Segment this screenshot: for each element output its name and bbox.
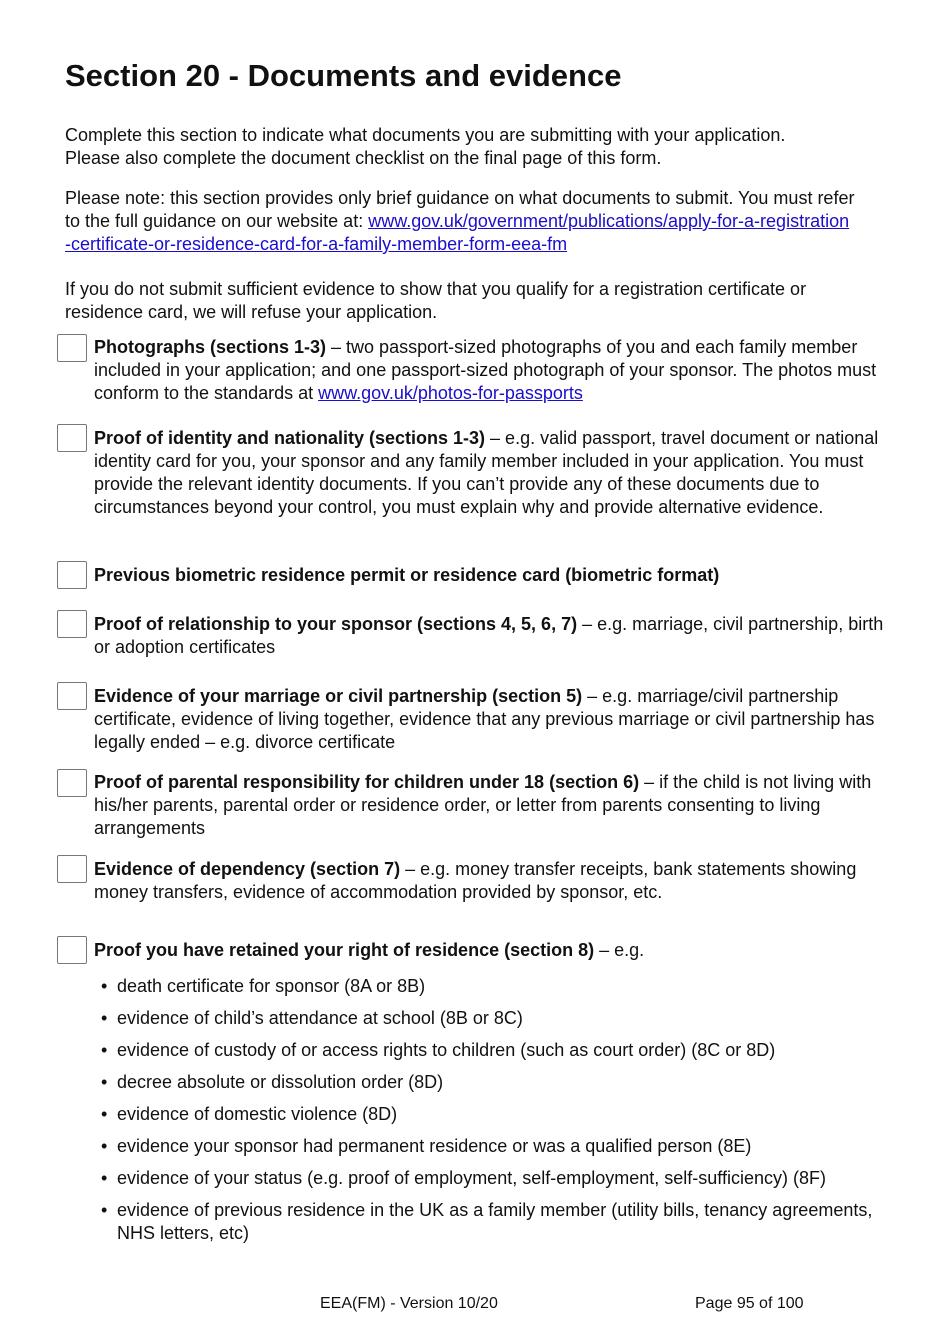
guidance-text: Please note: this section provides only brief guidance on what documents to submit. You must refer to the full guidance on our website at: [65, 188, 855, 231]
bullet-icon: • [101, 1104, 108, 1124]
checkbox-photographs[interactable] [57, 334, 87, 362]
item-description: – if the child is not living with his/her parents, parental order or residence order, or letter from parents consenting to living arrangements [94, 772, 872, 838]
item-marriage [94, 685, 894, 754]
item-dependency [94, 858, 894, 904]
bullet-icon: • [101, 1072, 108, 1092]
list-item: • evidence of previous residence in the UK as a family member (utility bills, tenancy agreements, NHS letters, etc) [101, 1200, 873, 1243]
intro-line-1: Complete this section to indicate what documents you are submitting with your application. [65, 125, 786, 145]
checkbox-dependency[interactable] [57, 855, 87, 883]
list-item: • evidence of your status (e.g. proof of employment, self-employment, self-sufficiency) (8F) [101, 1168, 826, 1188]
item-heading: Proof of identity and nationality (sections 1-3) [94, 428, 486, 448]
item-heading: Proof you have retained your right of residence (section 8) [94, 940, 595, 960]
item-heading: Previous biometric residence permit or residence card (biometric format) [94, 565, 720, 585]
list-item: • evidence of custody of or access rights to children (such as court order) (8C or 8D) [101, 1040, 776, 1060]
bullet-icon: • [101, 1040, 108, 1060]
checkbox-marriage[interactable] [57, 682, 87, 710]
bullet-icon: • [101, 1136, 108, 1156]
item-biometric [94, 564, 894, 587]
item-description: – two passport-sized photographs of you and each family member included in your application; and one passport-sized photograph of your sponsor. The photos must conform to the standards at [94, 337, 877, 403]
checkbox-retained-right[interactable] [57, 936, 87, 964]
item-retained-right [94, 939, 894, 962]
item-heading: Proof of parental responsibility for children under 18 (section 6) [94, 772, 640, 792]
checkbox-identity[interactable] [57, 424, 87, 452]
photos-link[interactable]: www.gov.uk/photos-for-passports [318, 383, 583, 403]
list-item: • evidence of child’s attendance at school (8B or 8C) [101, 1008, 523, 1028]
footer-version: EEA(FM) - Version 10/20 [320, 1295, 498, 1312]
list-item: • death certificate for sponsor (8A or 8B) [101, 976, 426, 996]
bullet-icon: • [101, 1200, 108, 1220]
bullet-icon: • [101, 1008, 108, 1028]
page-title: Section 20 - Documents and evidence [65, 58, 622, 93]
checkbox-parental[interactable] [57, 769, 87, 797]
bullet-icon: • [101, 976, 108, 996]
item-description: – e.g. [594, 940, 645, 960]
item-heading: Evidence of dependency (section 7) [94, 859, 401, 879]
item-parental [94, 771, 899, 840]
item-heading: Photographs (sections 1-3) [94, 337, 327, 357]
list-item: • evidence of domestic violence (8D) [101, 1104, 398, 1124]
intro-paragraph-1 [65, 124, 785, 170]
guidance-link[interactable]: www.gov.uk/government/publications/apply-for-a-registration-certificate-or-residence-card-for-a-family-member-form-eea-fm [65, 211, 850, 254]
item-heading: Proof of relationship to your sponsor (sections 4, 5, 6, 7) [94, 614, 578, 634]
retained-right-evidence-list [101, 975, 891, 1254]
checkbox-relationship[interactable] [57, 610, 87, 638]
list-item: • evidence your sponsor had permanent residence or was a qualified person (8E) [101, 1136, 752, 1156]
checkbox-biometric[interactable] [57, 561, 87, 589]
intro-line-2: Please also complete the document checklist on the final page of this form. [65, 148, 662, 168]
item-description: – e.g. money transfer receipts, bank statements showing money transfers, evidence of accommodation provided by sponsor, etc. [94, 859, 857, 902]
item-identity [94, 427, 894, 519]
footer-page-number: Page 95 of 100 [695, 1295, 804, 1312]
item-description: – e.g. marriage/civil partnership certificate, evidence of living together, evidence that any previous marriage or civil partnership has legally ended – e.g. divorce certificate [94, 686, 875, 752]
item-relationship [94, 613, 894, 659]
intro-paragraph-3: If you do not submit sufficient evidence to show that you qualify for a registration certificate or residence card, we will refuse your application. [65, 279, 807, 322]
item-description: – e.g. valid passport, travel document or national identity card for you, your sponsor and any family member included in your application. You must provide the relevant identity documents. If you can’t provide any of these documents due to circumstances beyond your control, you must explain why and provide alternative evidence. [94, 428, 879, 517]
bullet-icon: • [101, 1168, 108, 1188]
list-item: • decree absolute or dissolution order (8D) [101, 1072, 444, 1092]
intro-paragraph-2 [65, 187, 855, 256]
item-description: – e.g. marriage, civil partnership, birth or adoption certificates [94, 614, 884, 657]
item-heading: Evidence of your marriage or civil partnership (section 5) [94, 686, 583, 706]
item-photographs [94, 336, 894, 405]
